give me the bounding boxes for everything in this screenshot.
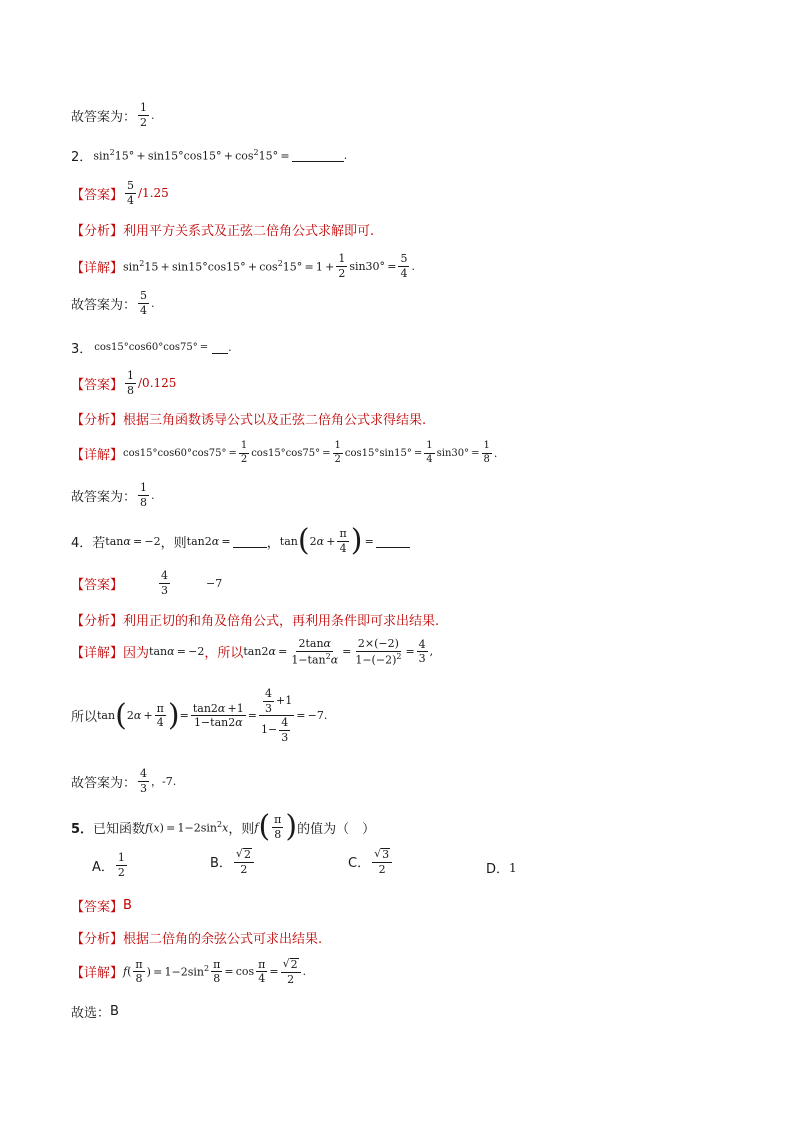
q4-detail: 【详解】 因为 tanα = −2 ，所以 tan2α = $\frac{2\tan\alpha}{1-\tan^2\alpha}$ = $\frac{2\times(-2)}{1-(-2)^2}$ = $\frac{4}{3}$ , bbox=[71, 637, 434, 667]
q5-detail: 【详解】 f ( $\frac{\pi}{8}$ ) = $1-2\sin^2$ $\frac{\pi}{8}$ = cos $\frac{\pi}{4}$ = √ 2 2 . bbox=[71, 957, 307, 986]
q3-analysis: 【分析】 根据三角函数诱导公式以及正弦二倍角公式求得结果. bbox=[71, 413, 427, 428]
fraction: $\frac{5}{4}$ bbox=[400, 252, 408, 280]
q4-detail-cont: 所以 tan ( 2α + $\frac{\pi}{4}$ ) = $\frac{\tan 2\alpha +1}{1-\tan 2\alpha}$ = $\frac{4}{3}$ +1 1− $\frac{4}{3}$ = −7 . bbox=[71, 687, 328, 744]
fraction: $\frac{\pi}{8}$ bbox=[135, 957, 143, 986]
answer-blank bbox=[376, 535, 410, 548]
answer-blank bbox=[233, 535, 267, 548]
q4-answer: 【答案】 $\frac{4}{3}$ −7 bbox=[71, 569, 223, 597]
fraction: $\frac{5}{4}$ bbox=[140, 289, 148, 317]
answer-blank bbox=[292, 149, 344, 162]
fraction: $\frac{1}{8}$ bbox=[140, 481, 148, 509]
fraction: $\frac{4}{3}$ bbox=[418, 637, 426, 666]
fraction: $\frac{\pi}{8}$ bbox=[213, 957, 221, 986]
fraction: $\frac{1}{8}$ bbox=[483, 440, 490, 465]
option-d[interactable]: D． 1 bbox=[486, 860, 517, 877]
option-b[interactable]: B． √ 2 2 bbox=[210, 848, 256, 875]
fraction: $\frac{\tan 2\alpha +1}{1-\tan 2\alpha}$ bbox=[192, 701, 244, 730]
q5-analysis: 【分析】 根据二倍角的余弦公式可求出结果. bbox=[71, 932, 323, 947]
q1-final-answer: 故答案为： $\frac{1}{2}$ . bbox=[71, 101, 155, 129]
option-a[interactable]: A． $\frac{1}{2}$ bbox=[92, 851, 125, 879]
q2-answer: 【答案】 $\frac{5}{4}$ /1.25 bbox=[71, 179, 169, 207]
q3-detail: 【详解】 cos15°cos60°cos75° = $\frac{1}{2}$ cos15°cos75° = $\frac{1}{2}$ cos15°sin15° = $\frac{1}{4}$ sin30° = $\frac{1}{8}$ . bbox=[71, 440, 498, 465]
fraction: $\frac{4}{3}$ bbox=[161, 569, 169, 597]
fraction: $\frac{1}{2}$ bbox=[140, 101, 148, 129]
fraction: $\frac{2\tan\alpha}{1-\tan^2\alpha}$ bbox=[291, 637, 339, 667]
q5-stem: 5． 已知函数 $f(x) = 1-2\sin^2x$ ，则 f ( $\frac{\pi}{8}$ ) 的值为（ ） bbox=[71, 809, 376, 844]
q3-answer: 【答案】 $\frac{1}{8}$ /0.125 bbox=[71, 369, 177, 397]
q2-final-answer: 故答案为： $\frac{5}{4}$ . bbox=[71, 289, 155, 317]
fraction: $\frac{4}{3}$ +1 1− $\frac{4}{3}$ bbox=[260, 687, 293, 744]
fraction: $\frac{\pi}{4}$ bbox=[339, 526, 347, 555]
q2-stem: 2． $\sin^215^\circ + \sin 15^\circ\cos 15^\circ + \cos^215^\circ$ = . bbox=[71, 148, 348, 165]
fraction: √ 3 2 bbox=[372, 848, 392, 875]
q3-stem: 3． cos15°cos60°cos75° = . bbox=[71, 341, 232, 357]
fraction: $\frac{4}{3}$ bbox=[140, 767, 148, 795]
q3-final-answer: 故答案为： $\frac{1}{8}$ . bbox=[71, 481, 155, 509]
fraction: $\frac{1}{2}$ bbox=[240, 440, 248, 465]
q2-detail: 【详解】 $\sin^215 + \sin 15^\circ\cos 15^\circ + \cos^215^\circ = 1$ + $\frac{1}{2}$ sin30° = $\frac{5}{4}$ . bbox=[71, 252, 415, 280]
fraction: √ 2 2 bbox=[234, 848, 254, 875]
fraction: $\frac{\pi}{4}$ bbox=[258, 957, 266, 986]
fraction: $\frac{2\times(-2)}{1-(-2)^2}$ bbox=[355, 637, 402, 667]
q5-final-choice: 故选： B bbox=[71, 1004, 119, 1021]
q4-stem: 4． 若 tanα = −2 ，则 tan2α = ， tan ( 2α + $\frac{\pi}{4}$ ) = bbox=[71, 526, 410, 556]
fraction: $\frac{\pi}{8}$ bbox=[274, 812, 282, 841]
fraction: $\frac{1}{2}$ bbox=[334, 440, 341, 465]
option-c[interactable]: C． √ 3 2 bbox=[348, 848, 394, 875]
fraction: $\frac{1}{8}$ bbox=[127, 369, 135, 397]
q4-analysis: 【分析】 利用正切的和角及倍角公式，再利用条件即可求出结果. bbox=[71, 614, 440, 629]
q2-analysis: 【分析】 利用平方关系式及正弦二倍角公式求解即可. bbox=[71, 224, 375, 239]
fraction: √ 2 2 bbox=[281, 958, 301, 985]
q2-expression: $\sin^215^\circ + \sin 15^\circ\cos 15^\circ + \cos^215^\circ$ = bbox=[92, 148, 292, 163]
fraction: $\frac{5}{4}$ bbox=[127, 179, 135, 207]
fraction: $\frac{1}{2}$ bbox=[117, 851, 125, 879]
q4-final-answer: 故答案为： $\frac{4}{3}$ ，-7. bbox=[71, 767, 177, 795]
fraction: $\frac{\pi}{4}$ bbox=[156, 701, 164, 730]
q5-answer: 【答案】 B bbox=[71, 898, 132, 915]
fraction: $\frac{1}{4}$ bbox=[426, 440, 433, 465]
fraction: $\frac{1}{2}$ bbox=[338, 252, 346, 280]
answer-blank bbox=[212, 341, 228, 354]
